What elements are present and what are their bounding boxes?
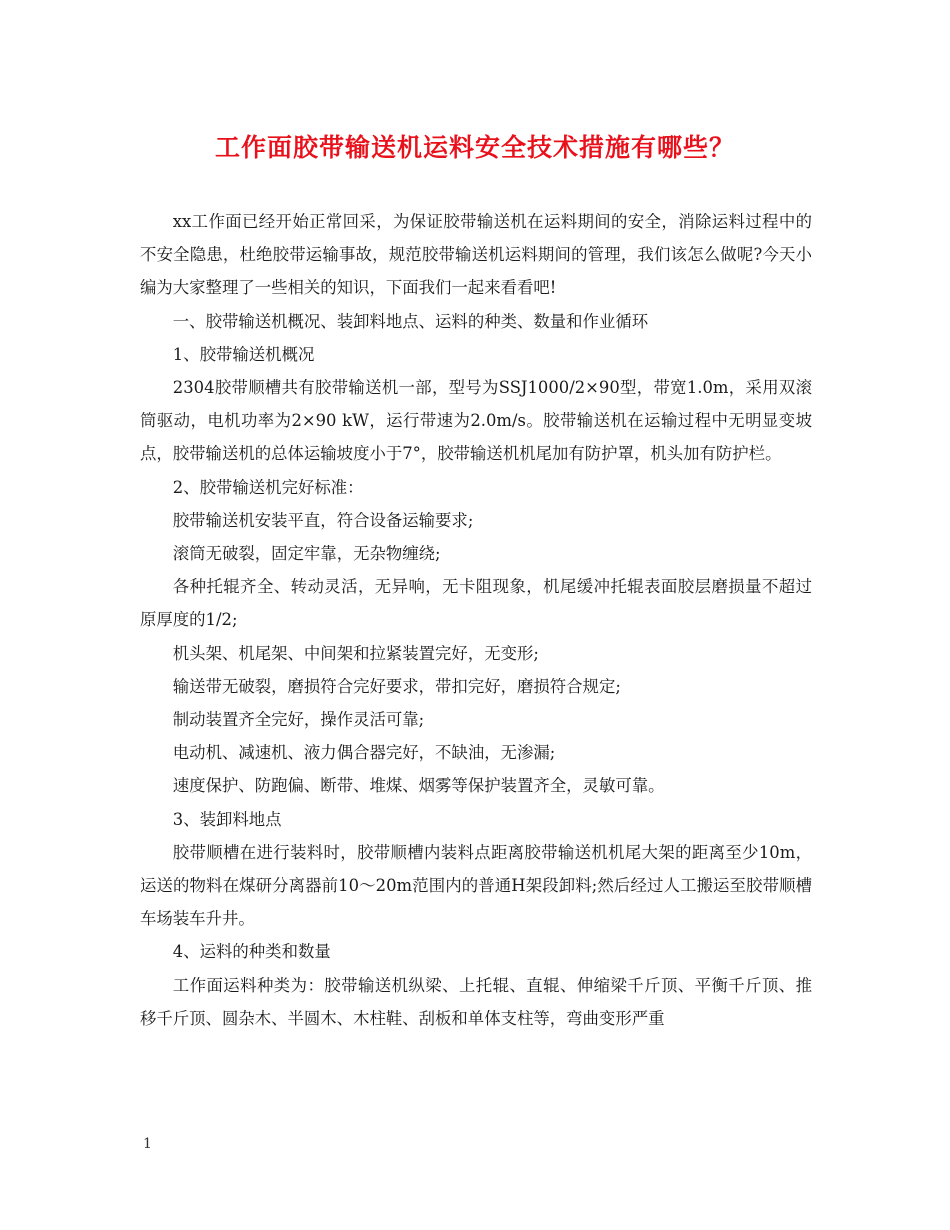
paragraph: 工作面运料种类为：胶带输送机纵梁、上托辊、直辊、伸缩梁千斤顶、平衡千斤顶、推移千斤顶、圆杂木、半圆木、木柱鞋、刮板和单体支柱等，弯曲变形严重 xyxy=(140,975,812,1028)
subsection-heading: 1、胶带输送机概况 xyxy=(172,344,315,364)
page-number: 1 xyxy=(143,1136,152,1152)
document-title: 工作面胶带输送机运料安全技术措施有哪些？ xyxy=(214,133,735,162)
document-body xyxy=(140,205,812,1035)
list-item: 各种托辊齐全、转动灵活，无异响，无卡阻现象，机尾缓冲托辊表面胶层磨损量不超过原厚度的1/2; xyxy=(140,577,812,630)
paragraph: 胶带顺槽在进行装料时，胶带顺槽内装料点距离胶带输送机机尾大架的距离至少10m，运送的物料在煤研分离器前10～20m范围内的普通H架段卸料;然后经过人工搬运至胶带顺槽车场装车升井。 xyxy=(140,842,812,929)
list-item: 电动机、减速机、液力偶合器完好，不缺油，无渗漏; xyxy=(172,743,556,763)
intro-paragraph: xx工作面已经开始正常回采，为保证胶带输送机在运料期间的安全，消除运料过程中的不安全隐患，杜绝胶带运输事故，规范胶带输送机运料期间的管理，我们该怎么做呢?今天小编为大家整理了一些相关的知识，下面我们一起来看看吧! xyxy=(140,212,812,298)
subsection-heading: 2、胶带输送机完好标准： xyxy=(172,477,364,497)
paragraph: 2304胶带顺槽共有胶带输送机一部，型号为SSJ1000/2×90型，带宽1.0m，采用双滚筒驱动，电机功率为2×90 kW，运行带速为2.0m/s。胶带输送机在运输过程中无明显变坡点，胶带输送机的总体运输坡度小于7°，胶带输送机机尾加有防护罩，机头加有防护栏。 xyxy=(140,378,812,464)
list-item: 机头架、机尾架、中间架和拉紧装置完好，无变形; xyxy=(172,643,539,663)
list-item: 输送带无破裂，磨损符合完好要求，带扣完好，磨损符合规定; xyxy=(172,676,621,696)
list-item: 制动装置齐全完好，操作灵活可靠; xyxy=(172,710,425,730)
list-item: 速度保护、防跑偏、断带、堆煤、烟雾等保护装置齐全，灵敏可靠。 xyxy=(172,776,665,796)
list-item: 胶带输送机安装平直，符合设备运输要求; xyxy=(172,510,474,530)
subsection-heading: 4、运料的种类和数量 xyxy=(172,942,331,962)
section-heading: 一、胶带输送机概况、装卸料地点、运料的种类、数量和作业循环 xyxy=(172,311,649,331)
list-item: 滚筒无破裂，固定牢靠，无杂物缠绕; xyxy=(172,544,441,564)
subsection-heading: 3、装卸料地点 xyxy=(172,809,282,829)
